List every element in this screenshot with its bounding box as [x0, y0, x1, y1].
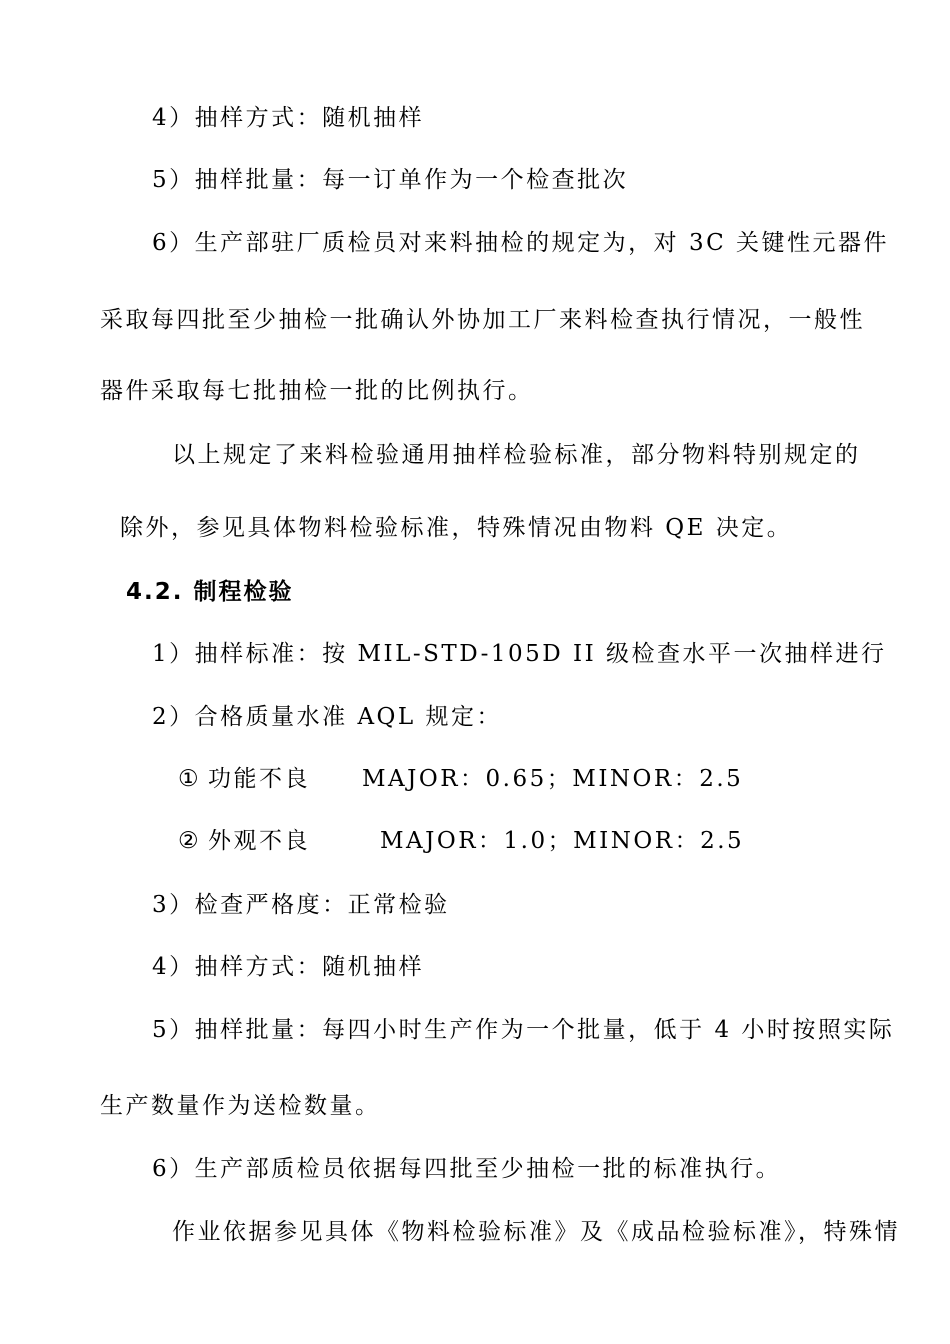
process-inspector-rule-line: 6）生产部质检员依据每四批至少抽检一批的标准执行。 — [152, 1156, 782, 1182]
aql-item-label: 功能不良 — [208, 766, 310, 792]
aql-item-function — [178, 764, 743, 794]
sampling-method-line: 4）抽样方式：随机抽样 — [152, 105, 425, 131]
process-sampling-method-line: 4）抽样方式：随机抽样 — [152, 954, 425, 980]
section-heading: 4.2. 制程检验 — [126, 579, 294, 605]
process-sampling-batch-line: 5）抽样批量：每四小时生产作为一个批量，低于 4 小时按照实际 — [152, 1017, 895, 1043]
incoming-inspection-rule-line: 6）生产部驻厂质检员对来料抽检的规定为，对 3C 关键性元器件 — [152, 230, 889, 256]
aql-item-value: MAJOR：1.0；MINOR：2.5 — [380, 828, 745, 854]
incoming-inspection-rule-line-3: 器件采取每七批抽检一批的比例执行。 — [100, 378, 534, 404]
circled-number-2: ② — [178, 828, 202, 854]
aql-item-value: MAJOR：0.65；MINOR：2.5 — [362, 766, 744, 792]
aql-line: 2）合格质量水准 AQL 规定： — [152, 704, 502, 730]
sampling-batch-line: 5）抽样批量：每一订单作为一个检查批次 — [152, 167, 629, 193]
general-standard-line: 以上规定了来料检验通用抽样检验标准，部分物料特别规定的 — [172, 442, 861, 468]
incoming-inspection-rule-line-2: 采取每四批至少抽检一批确认外协加工厂来料检查执行情况，一般性 — [100, 307, 865, 333]
circled-number-1: ① — [178, 766, 202, 792]
general-standard-line-2: 除外，参见具体物料检验标准，特殊情况由物料 QE 决定。 — [120, 515, 793, 541]
sampling-standard-line: 1）抽样标准：按 MIL-STD-105D II 级检查水平一次抽样进行 — [152, 641, 887, 667]
inspection-severity-line: 3）检查严格度：正常检验 — [152, 892, 450, 918]
aql-item-label: 外观不良 — [208, 828, 310, 854]
process-sampling-batch-line-2: 生产数量作为送检数量。 — [100, 1093, 381, 1119]
aql-item-appearance — [178, 826, 744, 856]
reference-standards-line: 作业依据参见具体《物料检验标准》及《成品检验标准》，特殊情 — [172, 1219, 900, 1245]
